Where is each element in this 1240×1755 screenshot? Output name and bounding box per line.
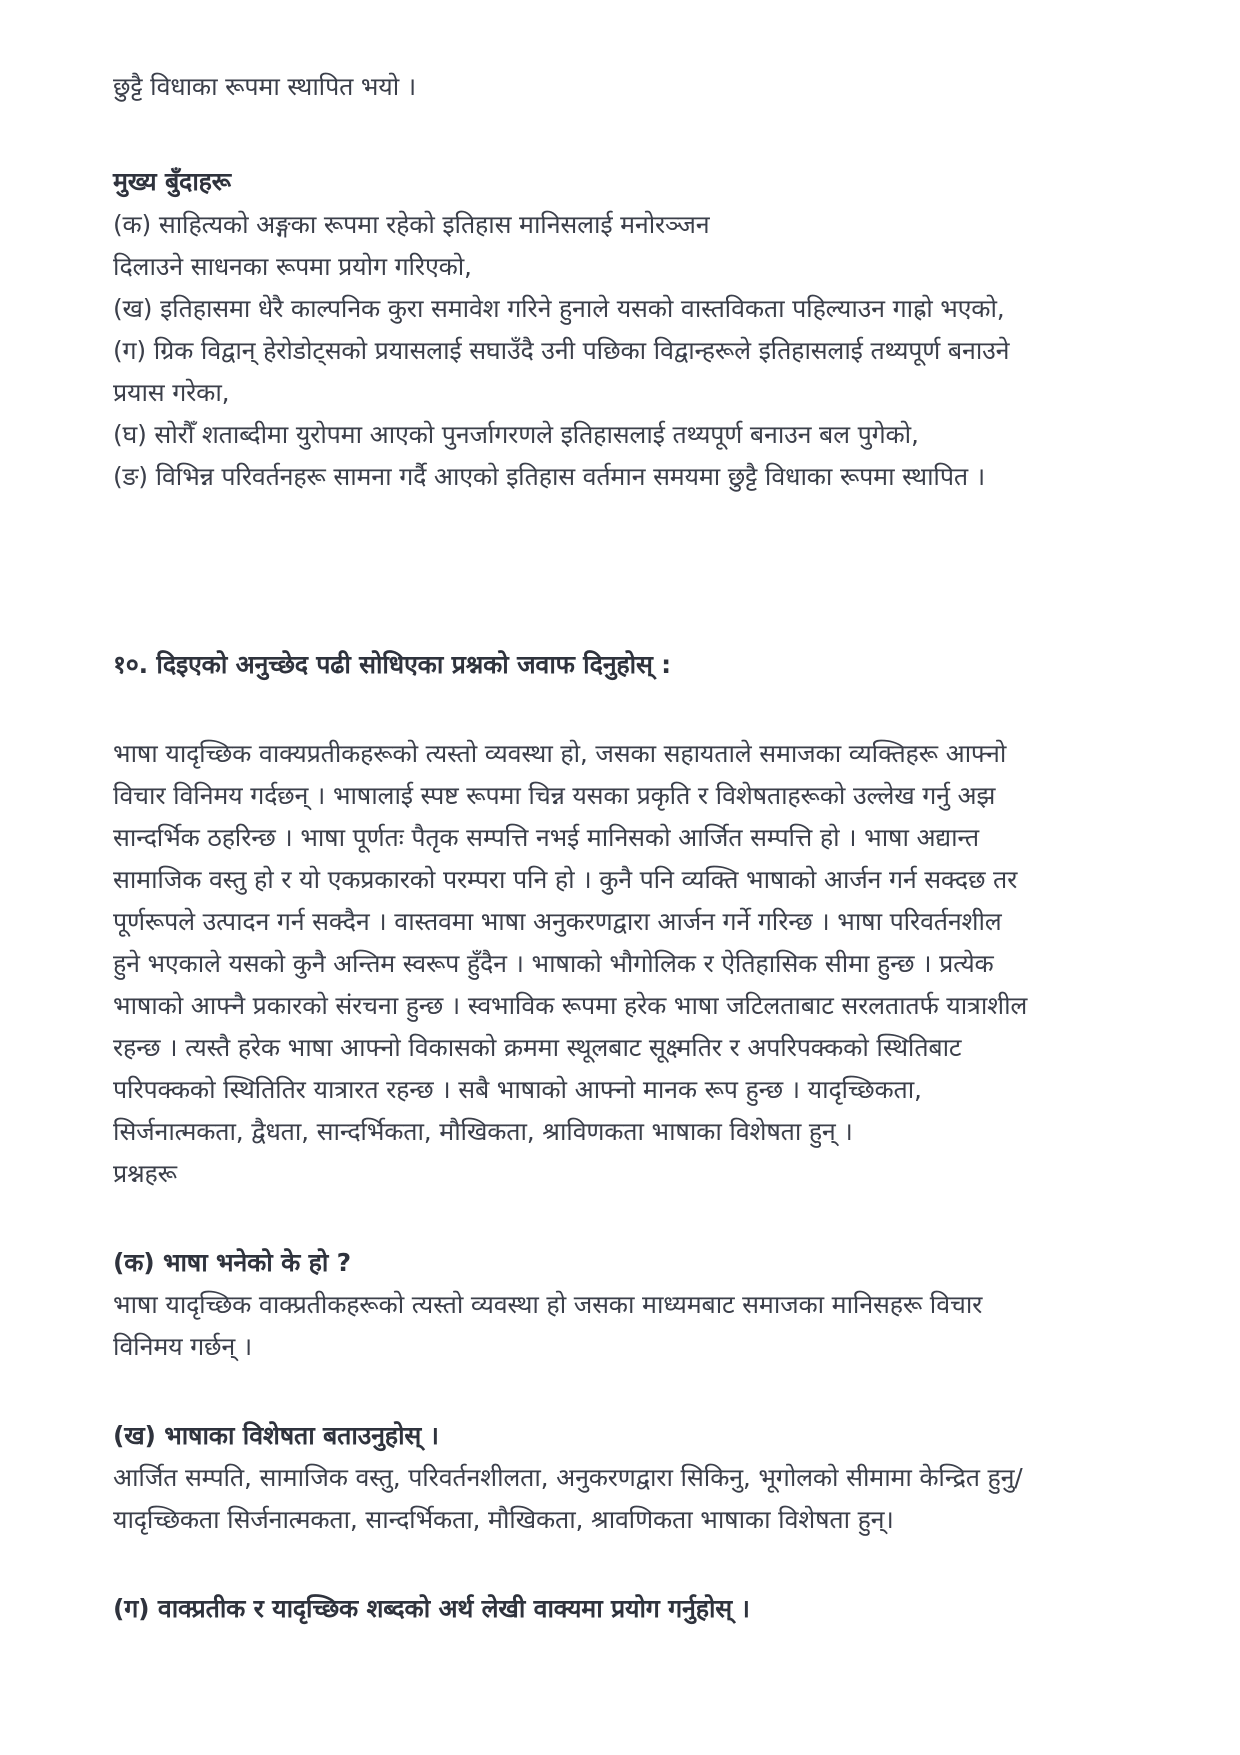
answer-line: विनिमय गर्छन् । — [113, 1332, 253, 1361]
key-point-line: (घ) सोरौँ शताब्दीमा युरोपमा आएको पुनर्जागरणले इतिहासलाई तथ्यपूर्ण बनाउन बल पुगेको, — [113, 420, 919, 449]
passage-line: सान्दर्भिक ठहरिन्छ । भाषा पूर्णतः पैतृक सम्पत्ति नभई मानिसको आर्जित सम्पत्ति हो । भाषा अद्यान्त — [113, 823, 979, 852]
passage-line: सामाजिक वस्तु हो र यो एकप्रकारको परम्परा पनि हो । कुनै पनि व्यक्ति भाषाको आर्जन गर्न सक्दछ तर — [113, 865, 1018, 894]
answer-line: यादृच्छिकता सिर्जनात्मकता, सान्दर्भिकता, मौखिकता, श्रावणिकता भाषाका विशेषता हुन्। — [113, 1505, 894, 1534]
key-point-line: प्रयास गरेका, — [113, 378, 230, 407]
passage-line: सिर्जनात्मकता, द्वैधता, सान्दर्भिकता, मौखिकता, श्राविणकता भाषाका विशेषता हुन् । — [113, 1117, 853, 1146]
answer-line: आर्जित सम्पति, सामाजिक वस्तु, परिवर्तनशीलता, अनुकरणद्वारा सिकिनु, भूगोलको सीमामा केन्द्रित हुनु/ — [113, 1463, 1023, 1492]
question-ka: (क) भाषा भनेको के हो ? — [113, 1248, 351, 1277]
passage-line: हुने भएकाले यसको कुनै अन्तिम स्वरूप हुँदैन । भाषाको भौगोलिक र ऐतिहासिक सीमा हुन्छ । प्रत्येक — [113, 949, 994, 978]
questions-label: प्रश्नहरू — [113, 1159, 177, 1188]
passage-line: रहन्छ । त्यस्तै हरेक भाषा आफ्नो विकासको क्रममा स्थूलबाट सूक्ष्मतिर र अपरिपक्कको स्थितिबाट — [113, 1033, 962, 1062]
passage-line: भाषा यादृच्छिक वाक्यप्रतीकहरूको त्यस्तो व्यवस्था हो, जसका सहायताले समाजका व्यक्तिहरू आफ्नो — [113, 739, 1007, 768]
continuation-text: छुट्टै विधाका रूपमा स्थापित भयो । — [113, 72, 417, 101]
passage-line: परिपक्कको स्थितितिर यात्रारत रहन्छ । सबै भाषाको आफ्नो मानक रूप हुन्छ । यादृच्छिकता, — [113, 1075, 922, 1104]
key-point-line: दिलाउने साधनका रूपमा प्रयोग गरिएको, — [113, 252, 472, 281]
key-points-heading: मुख्य बुँदाहरू — [113, 167, 231, 196]
key-point-line: (क) साहित्यको अङ्गका रूपमा रहेको इतिहास मानिसलाई मनोरञ्जन — [113, 210, 710, 239]
passage-line: विचार विनिमय गर्दछन् । भाषालाई स्पष्ट रूपमा चिन्न यसका प्रकृति र विशेषताहरूको उल्लेख गर्नु अझ — [113, 781, 996, 810]
answer-line: भाषा यादृच्छिक वाक्प्रतीकहरूको त्यस्तो व्यवस्था हो जसका माध्यमबाट समाजका मानिसहरू विचार — [113, 1290, 983, 1319]
question-10-heading: १०. दिइएको अनुच्छेद पढी सोधिएका प्रश्नको जवाफ दिनुहोस् : — [113, 650, 671, 679]
passage-line: पूर्णरूपले उत्पादन गर्न सक्दैन । वास्तवमा भाषा अनुकरणद्वारा आर्जन गर्ने गरिन्छ । भाषा परिवर्तनशील — [113, 907, 1002, 936]
passage-line: भाषाको आफ्नै प्रकारको संरचना हुन्छ । स्वभाविक रूपमा हरेक भाषा जटिलताबाट सरलतातर्फ यात्राशील — [113, 991, 1028, 1020]
key-point-line: (ग) ग्रिक विद्वान् हेरोडोट्सको प्रयासलाई सघाउँदै उनी पछिका विद्वान्हरूले इतिहासलाई तथ्यपूर्ण बनाउने — [113, 336, 1010, 365]
key-point-line: (ख) इतिहासमा धेरै काल्पनिक कुरा समावेश गरिने हुनाले यसको वास्तविकता पहिल्याउन गाह्रो भएको, — [113, 294, 1005, 323]
question-kha: (ख) भाषाका विशेषता बताउनुहोस् । — [113, 1421, 439, 1450]
key-point-line: (ङ) विभिन्न परिवर्तनहरू सामना गर्दै आएको इतिहास वर्तमान समयमा छुट्टै विधाका रूपमा स्थापित । — [113, 462, 985, 491]
question-ga: (ग) वाक्प्रतीक र यादृच्छिक शब्दको अर्थ लेखी वाक्यमा प्रयोग गर्नुहोस् । — [113, 1594, 750, 1623]
